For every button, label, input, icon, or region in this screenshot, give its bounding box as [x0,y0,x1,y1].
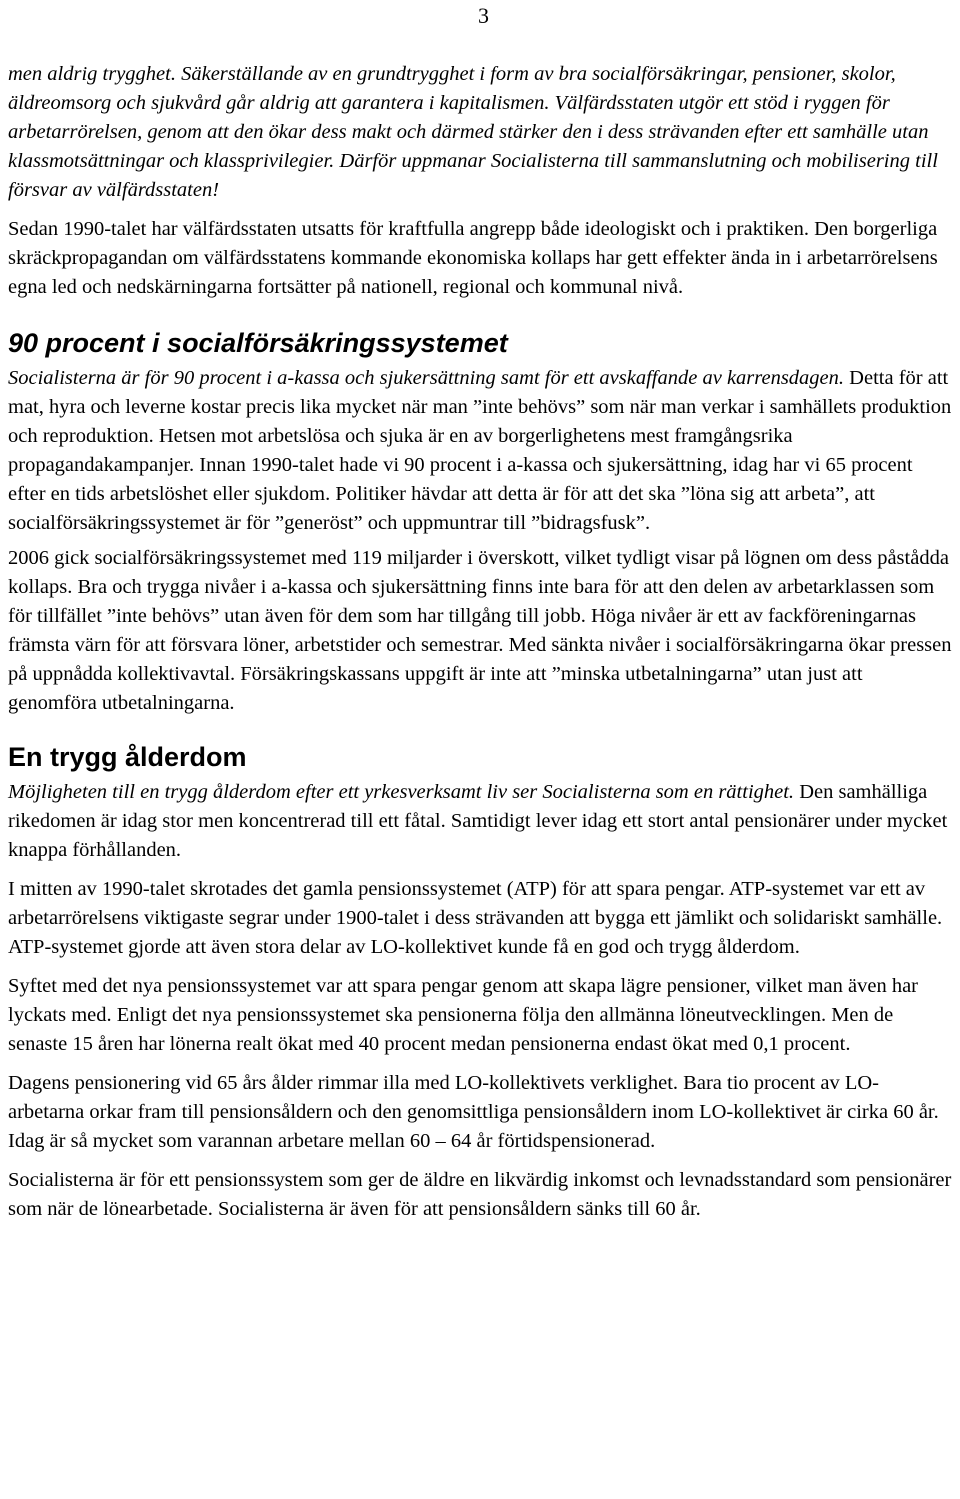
section2-paragraph-4: Dagens pensionering vid 65 års ålder rimmar illa med LO-kollektivets verklighet. Bara tio procent av LO-arbetarna orkar fram till pensionsåldern och den genomsittliga pensionsåldern inom LO-kollektivet är cirka 60 år. Idag är så mycket som varannan arbetare mellan 60 – 64 år förtidspensionerad. [8,1072,939,1152]
section1-paragraph-2: 2006 gick socialförsäkringssystemet med 119 miljarder i överskott, vilket tydligt visar på lögnen om dess påstådda kollaps. Bra och trygga nivåer i a-kassa och sjukersättning finns inte bara för att den delen av arbetarklassen som för tillfället ”inte behövs” utan även för dem som har tillgång till jobb. Höga nivåer är ett av fackföreningarnas främsta värn för att försvara löner, arbetstider och semestrar. Med sänkta nivåer i socialförsäkringarna ökar pressen på uppnådda kollektivavtal. Försäkringskassans uppgift är inte att ”minska utbetalningarna” utan just att genomföra utbetalningarna. [8,547,952,714]
section1-paragraph-1 [8,364,952,538]
section-heading-alderdom: En trygg ålderdom [8,742,247,772]
section2-paragraph-5: Socialisterna är för ett pensionssystem som ger de äldre en likvärdig inkomst och levnadsstandard som pensionärer som när de lönearbetade. Socialisterna är även för att pensionsåldern sänks till 60 år. [8,1169,952,1220]
section2-paragraph-2: I mitten av 1990-talet skrotades det gamla pensionssystemet (ATP) för att spara pengar. ATP-systemet var ett av arbetarrörelsens viktigaste segrar under 1900-talet i dess strävanden att bygga ett jämlikt och solidariskt samhälle. ATP-systemet gjorde att även stora delar av LO-kollektivet kunde få en god och trygg ålderdom. [8,878,943,958]
intro-italic-text: men aldrig trygghet. Säkerställande av en grundtrygghet i form av bra socialförsäkringar, pensioner, skolor, äldreomsorg och sjukvård går aldrig att garantera i kapitalismen. Välfärdsstaten utgör ett stöd i ryggen för arbetarrörelsen, genom att den ökar dess makt och därmed stärker den i dess strävanden efter ett samhälle utan klassmotsättningar och klassprivilegier. Därför uppmanar Socialisterna till sammanslutning och mobilisering till försvar av välfärdsstaten! [8,63,938,201]
welfare-attack-paragraph: Sedan 1990-talet har välfärdsstaten utsatts för kraftfulla angrepp både ideologiskt och i praktiken. Den borgerliga skräckpropagandan om välfärdsstatens kommande ekonomiska kollaps har gett effekter ända in i arbetarrörelsens egna led och nedskärningarna fortsätter på nationell, regional och kommunal nivå. [8,218,938,298]
section2-paragraph-1-text: Den samhälliga rikedomen är idag stor men koncentrerad till ett fåtal. Samtidigt lever idag ett stort antal pensionärer under mycket knappa förhållanden. [8,781,948,861]
intro-paragraph [8,60,952,205]
section2-paragraph-3: Syftet med det nya pensionssystemet var att spara pengar genom att skapa lägre pensioner, vilket man även har lyckats med. Enligt det nya pensionssystemet ska pensionerna följa den allmänna löneutvecklingen. Men de senaste 15 åren har lönerna realt ökat med 40 procent medan pensionerna endast ökat med 0,1 procent. [8,975,918,1055]
section-heading-socialforsakring: 90 procent i socialförsäkringssystemet [8,328,508,358]
section2-paragraph-1 [8,778,952,865]
section1-paragraph-1-text: Detta för att mat, hyra och leverne kostar precis lika mycket när man ”inte behövs” som när man verkar i samhällets produktion och reproduktion. Hetsen mot arbetslösa och sjuka är en av borgerlighetens mest framgångsrika propagandakampanjer. Innan 1990-talet hade vi 90 procent i a-kassa och sjukersättning, idag har vi 65 procent efter en tids arbetslöshet eller sjukdom. Politiker hävdar att detta är för att det ska ”löna sig att arbeta”, att socialförsäkringssystemet är för ”generöst” och uppmuntrar till ”bidragsfusk”. [8,367,952,534]
document-body [8,60,952,1234]
section2-lead-italic: Möjligheten till en trygg ålderdom efter ett yrkesverksamt liv ser Socialisterna som en rättighet. [8,781,795,803]
section1-lead-italic: Socialisterna är för 90 procent i a-kassa och sjukersättning samt för ett avskaffande av karrensdagen. [8,367,845,389]
page-number: 3 [478,3,489,28]
